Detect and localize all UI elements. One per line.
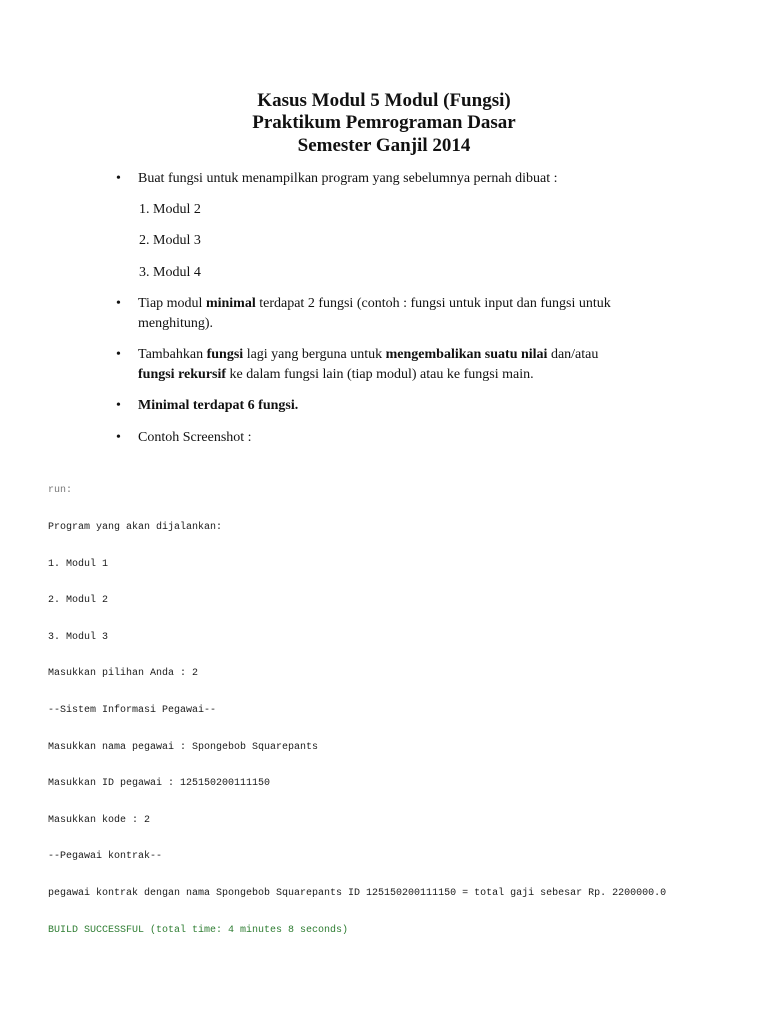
bullet-text [138,396,678,416]
text-run: Tambahkan [138,347,207,362]
console-line: Program yang akan dijalankan: [48,522,223,533]
console-line: --Pegawai kontrak-- [48,851,163,863]
bold-text: fungsi [206,347,244,362]
bullet-icon: • [116,347,121,362]
console-line: Masukkan ID pegawai : 125150200111150 [48,778,271,790]
bold-text: mengembalikan suatu nilai [385,347,548,362]
document-title: Kasus Modul 5 Modul (Fungsi) [257,90,511,111]
console-screenshot [48,461,728,961]
bullet-icon: • [116,296,121,311]
console-line: run: [48,485,73,497]
console-line: 1. Modul 1 [48,558,109,570]
console-line: --Sistem Informasi Pegawai-- [48,704,217,716]
console-line: Masukkan nama pegawai : Spongebob Squarepants [48,741,319,753]
console-line: 2. Modul 2 [48,595,109,607]
bold-text: fungsi rekursif [138,367,227,382]
module-item-2: 2. Modul 3 [139,233,201,248]
bold-text: minimal [205,296,256,311]
text-run: terdapat 2 fungsi (contoh : fungsi untuk input dan fungsi untuk [255,296,611,311]
bold-text: Minimal terdapat 6 fungsi. [138,398,299,413]
bullet-icon: • [116,430,121,445]
bullet-text [138,294,678,334]
bullet-text: Contoh Screenshot : [138,430,252,445]
text-run: Tiap modul [138,296,206,311]
module-item-3: 3. Modul 4 [139,265,201,280]
document-subtitle: Praktikum Pemrograman Dasar [252,112,516,133]
document-semester: Semester Ganjil 2014 [297,135,471,156]
text-run: menghitung). [138,316,214,331]
text-run: dan/atau [547,347,599,362]
bullet-text: Buat fungsi untuk menampilkan program yang sebelumnya pernah dibuat : [138,171,558,186]
console-line: pegawai kontrak dengan nama Spongebob Squarepants ID 125150200111150 = total gaji sebesar Rp. 2200000.0 [48,887,667,899]
bullet-text [138,345,678,385]
text-run: ke dalam fungsi lain (tiap modul) atau ke fungsi main. [226,367,534,382]
console-line: Masukkan pilihan Anda : 2 [48,668,199,680]
bullet-icon: • [116,171,121,186]
console-build-status: BUILD SUCCESSFUL (total time: 4 minutes 8 seconds) [48,924,349,936]
console-line: Masukkan kode : 2 [48,814,151,826]
text-run: lagi yang berguna untuk [243,347,386,362]
bullet-icon: • [116,398,121,413]
module-item-1: 1. Modul 2 [139,202,201,217]
console-line: 3. Modul 3 [48,631,109,643]
